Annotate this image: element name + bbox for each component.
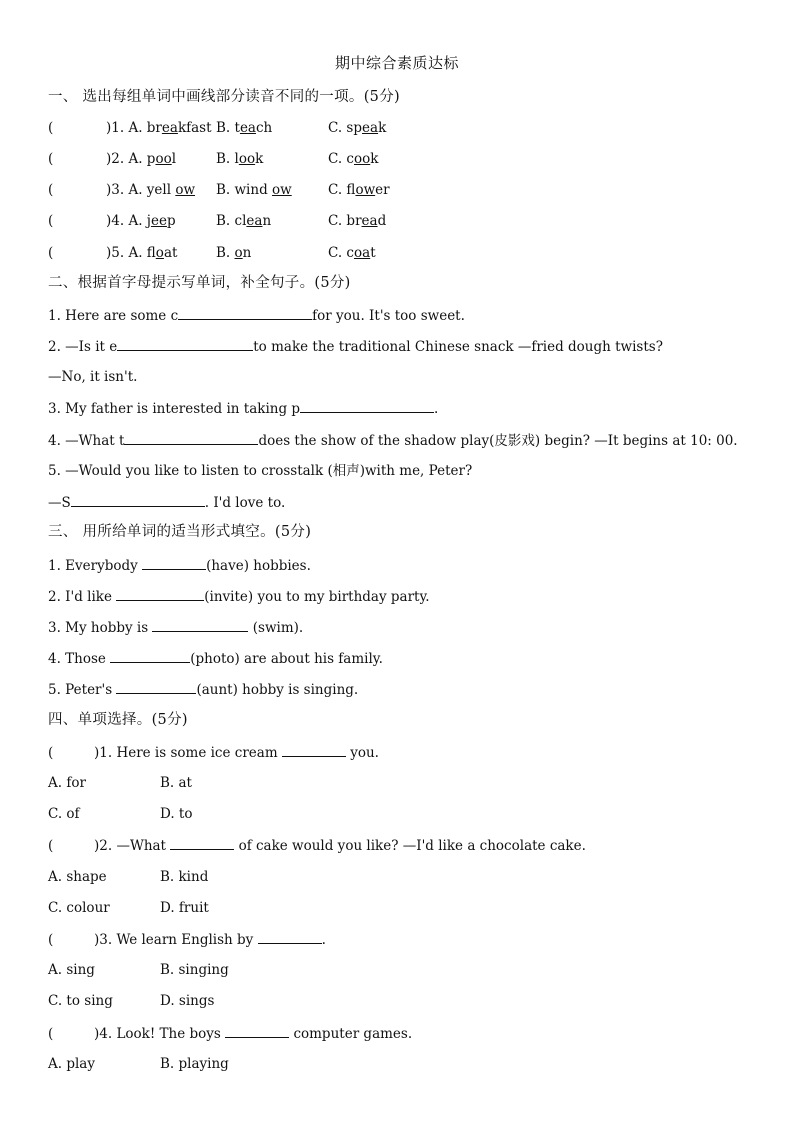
answer-paren[interactable]: (: [48, 120, 54, 136]
sec1-question-2: ( )2. A. pool B. look C. cook: [48, 151, 379, 167]
sec4-question-3: ( )3. We learn English by .: [48, 932, 326, 948]
fill-blank[interactable]: [170, 836, 234, 850]
option-d[interactable]: D. sings: [160, 993, 215, 1009]
sec2-question-3: 3. My father is interested in taking p .: [48, 401, 439, 417]
fill-blank[interactable]: [152, 618, 248, 632]
sec2-question-5-answer: —S . I'd love to.: [48, 495, 286, 511]
sec4-question-1: ( )1. Here is some ice cream you.: [48, 745, 379, 761]
option-d[interactable]: D. to: [160, 806, 193, 822]
sec2-question-1: 1. Here are some c for you. It's too sweet.: [48, 308, 465, 324]
fill-blank[interactable]: [117, 337, 253, 351]
sec2-question-4: 4. —What t does the show of the shadow play(皮影戏) begin? —It begins at 10: 00.: [48, 433, 738, 449]
answer-paren[interactable]: (: [48, 151, 54, 167]
option-b[interactable]: B. kind: [160, 869, 209, 885]
page-title: 期中综合素质达标: [334, 54, 459, 72]
fill-blank[interactable]: [116, 587, 204, 601]
answer-paren[interactable]: (: [48, 182, 54, 198]
sec3-question-5: 5. Peter's (aunt) hobby is singing.: [48, 682, 359, 698]
option-c[interactable]: C. colour: [48, 900, 110, 916]
section-2-heading: 二、根据首字母提示写单词，补全句子。(5分): [48, 275, 351, 291]
fill-blank[interactable]: [282, 743, 346, 757]
fill-blank[interactable]: [225, 1024, 289, 1038]
answer-paren[interactable]: (: [48, 245, 54, 261]
section-3-heading: 三、 用所给单词的适当形式填空。(5分): [48, 524, 312, 540]
option-c[interactable]: C. of: [48, 806, 80, 822]
sec2-question-2-answer: —No, it isn't.: [48, 369, 138, 385]
fill-blank[interactable]: [258, 930, 322, 944]
fill-blank[interactable]: [300, 399, 434, 413]
sec3-question-1: 1. Everybody (have) hobbies.: [48, 558, 311, 574]
sec1-question-5: ( )5. A. float B. on C. coat: [48, 245, 376, 261]
sec3-question-3: 3. My hobby is (swim).: [48, 620, 304, 636]
option-a[interactable]: A. for: [48, 775, 86, 791]
option-d[interactable]: D. fruit: [160, 900, 209, 916]
sec3-question-4: 4. Those (photo) are about his family.: [48, 651, 383, 667]
option-a[interactable]: A. shape: [48, 869, 107, 885]
answer-paren[interactable]: (: [48, 838, 54, 854]
sec1-question-3: ( )3. A. yell ow B. wind ow C. flower: [48, 182, 390, 198]
fill-blank[interactable]: [116, 680, 196, 694]
option-b[interactable]: B. at: [160, 775, 192, 791]
fill-blank[interactable]: [124, 431, 258, 445]
sec4-question-2: ( )2. —What of cake would you like? —I'd like a chocolate cake.: [48, 838, 586, 854]
option-b[interactable]: B. singing: [160, 962, 229, 978]
fill-blank[interactable]: [142, 556, 206, 570]
sec2-question-5: 5. —Would you like to listen to crosstalk (相声)with me, Peter?: [48, 463, 473, 479]
answer-paren[interactable]: (: [48, 1026, 54, 1042]
option-a[interactable]: A. sing: [48, 962, 95, 978]
section-1-heading: 一、 选出每组单词中画线部分读音不同的一项。(5分): [48, 89, 400, 105]
option-c[interactable]: C. to sing: [48, 993, 113, 1009]
sec1-question-1: ( )1. A. breakfast B. teach C. speak: [48, 120, 387, 136]
answer-paren[interactable]: (: [48, 745, 54, 761]
option-b[interactable]: B. playing: [160, 1056, 229, 1072]
section-4-heading: 四、单项选择。(5分): [48, 712, 188, 728]
sec4-question-4: ( )4. Look! The boys computer games.: [48, 1026, 413, 1042]
sec3-question-2: 2. I'd like (invite) you to my birthday party.: [48, 589, 430, 605]
answer-paren[interactable]: (: [48, 932, 54, 948]
answer-paren[interactable]: (: [48, 213, 54, 229]
sec1-question-4: ( )4. A. jeep B. clean C. bread: [48, 213, 387, 229]
option-a[interactable]: A. play: [48, 1056, 95, 1072]
fill-blank[interactable]: [71, 493, 205, 507]
sec2-question-2: 2. —Is it e to make the traditional Chinese snack —fried dough twists?: [48, 339, 663, 355]
fill-blank[interactable]: [110, 649, 190, 663]
fill-blank[interactable]: [178, 306, 312, 320]
